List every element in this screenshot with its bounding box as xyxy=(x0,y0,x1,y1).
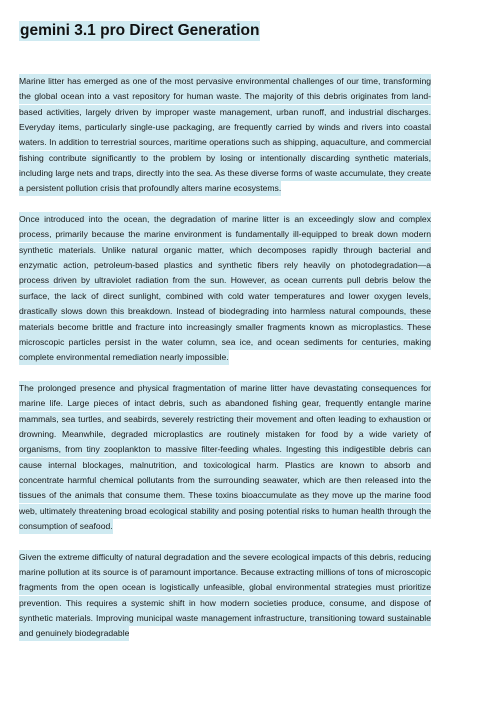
paragraph-sources xyxy=(19,74,431,197)
paragraph-impacts xyxy=(19,381,431,534)
paragraph-text: Once introduced into the ocean, the degradation of marine litter is an exceedingly slow and complex process, primarily because the marine environment is fundamentally ill-equipped to break down modern synthetic materials. Unlike natural organic matter, which decomposes rapidly through bacterial and enzymatic action, petroleum-based plastics and synthetic fibers rely heavily on photodegradation—a process driven by ultraviolet radiation from the sun. However, as ocean currents pull debris below the surface, the lack of direct sunlight, combined with cold water temperatures and lower oxygen levels, drastically slows down this breakdown. Instead of biodegrading into harmless natural compounds, these materials become brittle and fracture into increasingly smaller fragments known as microplastics. These microscopic particles persist in the water column, sea ice, and ocean sediments for centuries, making complete environmental remediation nearly impossible. xyxy=(19,212,431,365)
paragraph-text: Given the extreme difficulty of natural degradation and the severe ecological impacts of this debris, reducing marine pollution at its source is of paramount importance. Because extracting millions of tons of microscopic fragments from the open ocean is logistically unfeasible, global environmental strategies must prioritize prevention. This requires a systemic shift in how modern societies produce, consume, and dispose of synthetic materials. Improving municipal waste management infrastructure, transitioning toward sustainable and genuinely biodegradable xyxy=(19,550,431,642)
paragraph-degradation xyxy=(19,212,431,365)
paragraph-prevention xyxy=(19,550,431,642)
document-body xyxy=(19,74,431,657)
document-title xyxy=(19,21,260,41)
document-title-text: gemini 3.1 pro Direct Generation xyxy=(20,22,260,39)
paragraph-text: The prolonged presence and physical fragmentation of marine litter have devastating consequences for marine life. Large pieces of intact debris, such as abandoned fishing gear, frequently entangle marine mammals, sea turtles, and seabirds, severely restricting their movement and often leading to exhaustion or drowning. Meanwhile, degraded microplastics are routinely mistaken for food by a wide variety of organisms, from tiny zooplankton to massive filter-feeding whales. Ingesting this indigestible debris can cause internal blockages, malnutrition, and toxicological harm. Plastics are known to absorb and concentrate harmful chemical pollutants from the surrounding seawater, which are then released into the tissues of the animals that consume them. These toxins bioaccumulate as they move up the marine food web, ultimately threatening broad ecological stability and posing potential risks to human health through the consumption of seafood. xyxy=(19,381,431,534)
paragraph-text: Marine litter has emerged as one of the most pervasive environmental challenges of our time, transforming the global ocean into a vast repository for human waste. The majority of this debris originates from land-based activities, largely driven by improper waste management, urban runoff, and industrial discharges. Everyday items, particularly single-use packaging, are frequently carried by winds and rivers into coastal waters. In addition to terrestrial sources, maritime operations such as shipping, aquaculture, and commercial fishing contribute significantly to the problem by losing or intentionally discarding synthetic materials, including large nets and traps, directly into the sea. As these diverse forms of waste accumulate, they create a persistent pollution crisis that profoundly alters marine ecosystems. xyxy=(19,74,431,196)
